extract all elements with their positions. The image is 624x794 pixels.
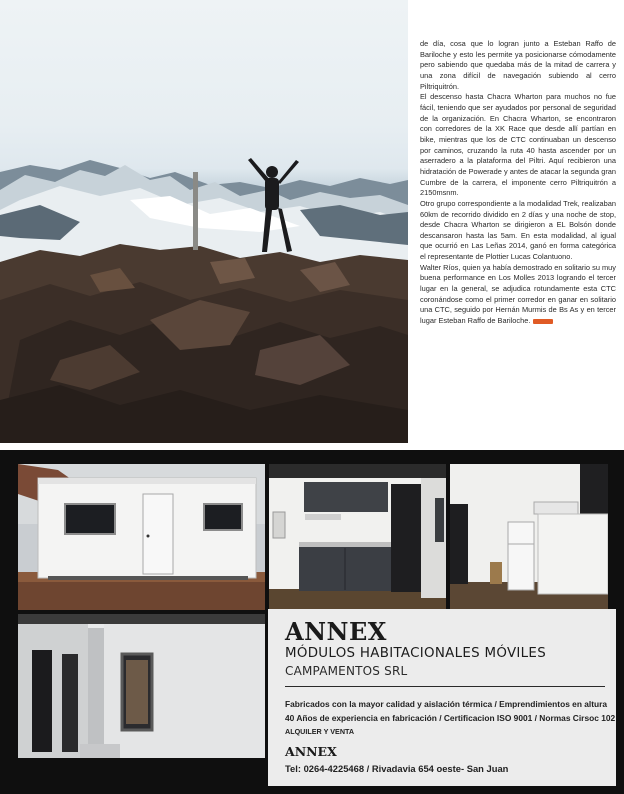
- article-body: [420, 39, 616, 327]
- article-paragraph: El descenso hasta Chacra Wharton para muchos no fue fácil, teniendo que ser ayudados por personal de seguridad de la organización. En Chacra Wharton, se encontraron con corredores de la XK Race que desde allí partían en bike, mientras que los de CTC continuaban un descenso por caminos, cruzando la ruta 40 hasta ascender por un aserradero a la plataforma del Piltri. Aquí recibieron una hidratación de Powerade y antes de atacar la segunda gran Cumbre de la carrera, el imponente cerro Piltriquitrón a 2150msnm.: [420, 92, 616, 198]
- ad-subtitle: MÓDULOS HABITACIONALES MÓVILES: [285, 646, 546, 661]
- door-interior-photo: [18, 614, 265, 758]
- info-line: Fabricados con la mayor calidad y aislación térmica / Emprendimientos en altura: [285, 699, 608, 709]
- room-interior-photo: [450, 464, 608, 610]
- brand-name-small: ANNEX: [285, 744, 337, 759]
- company-name: CAMPAMENTOS SRL: [285, 664, 408, 678]
- summit-photo: [0, 0, 408, 443]
- article-paragraph-last: [420, 263, 616, 327]
- article-end-mark-icon: [533, 319, 553, 324]
- article-paragraph: de día, cosa que lo logran junto a Esteban Raffo de Bariloche y esto les permite ya posicionarse cómodamente pero sabiendo que quedaba más de la mitad de carrera y una zona difícil de navegación subiendo al cerro Piltriquitrón.: [420, 39, 616, 91]
- annex-advertisement: [0, 450, 624, 794]
- kitchen-interior-photo: [269, 464, 446, 610]
- brand-name: ANNEX: [285, 617, 387, 646]
- contact-line: Tel: 0264-4225468 / Rivadavia 654 oeste- San Juan: [285, 763, 509, 774]
- ad-copy-panel: [268, 609, 616, 786]
- article-paragraph-text: Walter Ríos, quien ya había demostrado en solitario su muy buena performance en Los Molles 2013 logrando el tercer lugar en la general, se adjudica rotundamente esta CTC coronándose como el primer corredor en ganar en solitario una CTC, seguido por Hernán Murmis de Bs As y en tercer lugar Esteban Raffo de Bariloche.: [420, 262, 616, 326]
- info-line: ALQUILER Y VENTA: [285, 727, 355, 736]
- summit-photo-illustration: [0, 0, 408, 443]
- module-exterior-photo: [18, 464, 265, 610]
- divider: [285, 686, 605, 687]
- article-paragraph: Otro grupo correspondiente a la modalidad Trek, realizaban 60km de recorrido dividido en 2 días y una noche de stop, desde Chacra Wharton se dirigieron a EL Bolsón donde descansaron hasta las 5am. En esta modalidad, al igual que ocurrió en Las Leñas 2014, ganó en forma categórica el representante de Plottier Lucas Colantuono.: [420, 198, 616, 262]
- ad-info: [285, 697, 616, 739]
- info-line: 40 Años de experiencia en fabricación / Certificacion ISO 9001 / Normas Cirsoc 102: [285, 713, 616, 723]
